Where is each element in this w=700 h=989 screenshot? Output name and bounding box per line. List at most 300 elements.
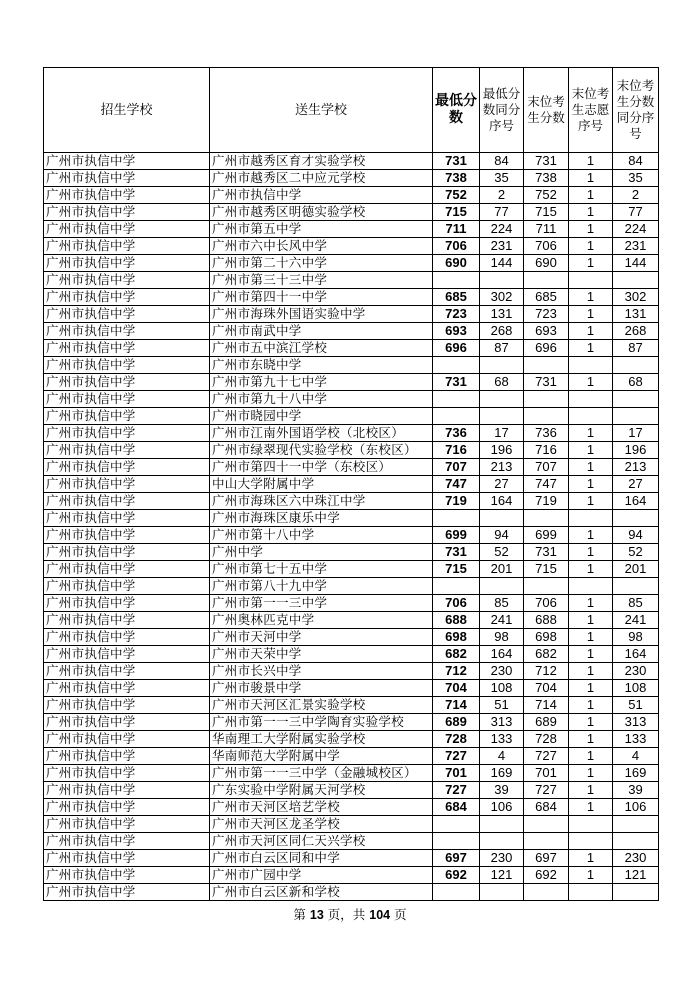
- cell-min-score: 701: [433, 765, 480, 782]
- cell-send-school: 广州市第二十六中学: [210, 255, 433, 272]
- cell-min-score: [433, 578, 480, 595]
- cell-min-score: 706: [433, 238, 480, 255]
- cell-last-rank: 213: [613, 459, 659, 476]
- cell-min-score: 727: [433, 748, 480, 765]
- cell-last-wish-order: [569, 391, 613, 408]
- cell-min-score: [433, 391, 480, 408]
- cell-recruit-school: 广州市执信中学: [44, 612, 210, 629]
- cell-recruit-school: 广州市执信中学: [44, 629, 210, 646]
- cell-min-score-rank: 98: [480, 629, 524, 646]
- cell-min-score: 697: [433, 850, 480, 867]
- cell-send-school: 广州中学: [210, 544, 433, 561]
- cell-recruit-school: 广州市执信中学: [44, 255, 210, 272]
- cell-last-score: 685: [524, 289, 569, 306]
- cell-last-wish-order: 1: [569, 442, 613, 459]
- cell-min-score-rank: [480, 578, 524, 595]
- cell-last-rank: 121: [613, 867, 659, 884]
- cell-last-wish-order: 1: [569, 255, 613, 272]
- cell-last-score: 706: [524, 595, 569, 612]
- cell-last-wish-order: [569, 578, 613, 595]
- cell-send-school: 广州市东晓中学: [210, 357, 433, 374]
- cell-send-school: 广州市海珠外国语实验中学: [210, 306, 433, 323]
- cell-min-score-rank: 224: [480, 221, 524, 238]
- cell-min-score-rank: 313: [480, 714, 524, 731]
- cell-last-wish-order: [569, 884, 613, 901]
- cell-last-rank: 241: [613, 612, 659, 629]
- cell-last-score: 689: [524, 714, 569, 731]
- cell-recruit-school: 广州市执信中学: [44, 425, 210, 442]
- cell-send-school: 华南师范大学附属中学: [210, 748, 433, 765]
- cell-min-score: 715: [433, 561, 480, 578]
- cell-min-score: 738: [433, 170, 480, 187]
- cell-min-score: [433, 357, 480, 374]
- cell-last-wish-order: [569, 833, 613, 850]
- cell-last-rank: [613, 884, 659, 901]
- cell-recruit-school: 广州市执信中学: [44, 476, 210, 493]
- cell-min-score-rank: 85: [480, 595, 524, 612]
- cell-min-score: 688: [433, 612, 480, 629]
- cell-last-wish-order: [569, 272, 613, 289]
- table-row: [44, 663, 659, 680]
- header-last-wish-order: 末位考生志愿序号: [569, 68, 613, 153]
- cell-send-school: 广州市海珠区六中珠江中学: [210, 493, 433, 510]
- cell-send-school: 广州市江南外国语学校（北校区）: [210, 425, 433, 442]
- cell-last-rank: 131: [613, 306, 659, 323]
- cell-last-rank: 268: [613, 323, 659, 340]
- cell-recruit-school: 广州市执信中学: [44, 187, 210, 204]
- table-row: [44, 272, 659, 289]
- cell-send-school: 广州市天河中学: [210, 629, 433, 646]
- table-row: [44, 782, 659, 799]
- cell-recruit-school: 广州市执信中学: [44, 153, 210, 170]
- cell-recruit-school: 广州市执信中学: [44, 816, 210, 833]
- cell-send-school: 广州市第九十八中学: [210, 391, 433, 408]
- cell-last-rank: 201: [613, 561, 659, 578]
- footer-total-pages: 104: [369, 908, 391, 922]
- table-row: [44, 527, 659, 544]
- cell-recruit-school: 广州市执信中学: [44, 510, 210, 527]
- table-row: [44, 714, 659, 731]
- cell-recruit-school: 广州市执信中学: [44, 238, 210, 255]
- cell-send-school: 广州市白云区新和学校: [210, 884, 433, 901]
- cell-min-score-rank: [480, 408, 524, 425]
- cell-last-rank: 84: [613, 153, 659, 170]
- cell-send-school: 广州市第一一三中学陶育实验学校: [210, 714, 433, 731]
- cell-last-rank: 2: [613, 187, 659, 204]
- cell-recruit-school: 广州市执信中学: [44, 357, 210, 374]
- table-row: [44, 629, 659, 646]
- cell-send-school: 广州市第四十一中学: [210, 289, 433, 306]
- cell-min-score: 706: [433, 595, 480, 612]
- cell-last-rank: 224: [613, 221, 659, 238]
- cell-recruit-school: 广州市执信中学: [44, 714, 210, 731]
- cell-last-score: 727: [524, 748, 569, 765]
- table-row: [44, 697, 659, 714]
- cell-recruit-school: 广州市执信中学: [44, 289, 210, 306]
- cell-min-score: 728: [433, 731, 480, 748]
- cell-last-score: 711: [524, 221, 569, 238]
- cell-last-rank: 35: [613, 170, 659, 187]
- cell-min-score: [433, 833, 480, 850]
- cell-min-score: 696: [433, 340, 480, 357]
- table-row: [44, 748, 659, 765]
- table-row: [44, 765, 659, 782]
- cell-last-rank: [613, 391, 659, 408]
- cell-last-wish-order: 1: [569, 629, 613, 646]
- cell-last-score: 706: [524, 238, 569, 255]
- cell-recruit-school: 广州市执信中学: [44, 646, 210, 663]
- table-row: [44, 595, 659, 612]
- cell-recruit-school: 广州市执信中学: [44, 493, 210, 510]
- cell-last-score: [524, 272, 569, 289]
- cell-send-school: 广州市天河区同仁天兴学校: [210, 833, 433, 850]
- cell-last-rank: 231: [613, 238, 659, 255]
- cell-send-school: 广州市第四十一中学（东校区）: [210, 459, 433, 476]
- cell-last-rank: [613, 833, 659, 850]
- table-row: [44, 170, 659, 187]
- cell-last-rank: 133: [613, 731, 659, 748]
- cell-last-score: 697: [524, 850, 569, 867]
- cell-last-score: 715: [524, 561, 569, 578]
- cell-last-score: 704: [524, 680, 569, 697]
- table-row: [44, 306, 659, 323]
- cell-min-score-rank: [480, 391, 524, 408]
- cell-last-wish-order: [569, 510, 613, 527]
- cell-last-score: 731: [524, 374, 569, 391]
- table-row: [44, 833, 659, 850]
- cell-last-score: [524, 578, 569, 595]
- cell-last-rank: 94: [613, 527, 659, 544]
- cell-send-school: 广州市越秀区育才实验学校: [210, 153, 433, 170]
- cell-last-score: 738: [524, 170, 569, 187]
- cell-last-score: [524, 816, 569, 833]
- table-row: [44, 612, 659, 629]
- cell-last-rank: 169: [613, 765, 659, 782]
- cell-min-score: 736: [433, 425, 480, 442]
- cell-send-school: 广州市越秀区二中应元学校: [210, 170, 433, 187]
- cell-min-score-rank: 121: [480, 867, 524, 884]
- cell-send-school: 广州市第七十五中学: [210, 561, 433, 578]
- cell-send-school: 广州市越秀区明德实验学校: [210, 204, 433, 221]
- cell-last-score: [524, 833, 569, 850]
- cell-recruit-school: 广州市执信中学: [44, 170, 210, 187]
- cell-recruit-school: 广州市执信中学: [44, 306, 210, 323]
- cell-last-score: 696: [524, 340, 569, 357]
- cell-last-wish-order: 1: [569, 680, 613, 697]
- table-row: [44, 731, 659, 748]
- cell-min-score-rank: 164: [480, 646, 524, 663]
- cell-last-rank: 313: [613, 714, 659, 731]
- cell-send-school: 广州市第八十九中学: [210, 578, 433, 595]
- cell-recruit-school: 广州市执信中学: [44, 527, 210, 544]
- cell-min-score: [433, 408, 480, 425]
- table-row: [44, 510, 659, 527]
- cell-last-rank: 106: [613, 799, 659, 816]
- cell-last-rank: 164: [613, 646, 659, 663]
- cell-min-score-rank: [480, 884, 524, 901]
- cell-min-score-rank: [480, 357, 524, 374]
- cell-recruit-school: 广州市执信中学: [44, 391, 210, 408]
- cell-send-school: 广州市第十八中学: [210, 527, 433, 544]
- cell-min-score-rank: 131: [480, 306, 524, 323]
- cell-last-wish-order: 1: [569, 187, 613, 204]
- cell-min-score-rank: 108: [480, 680, 524, 697]
- cell-min-score: 723: [433, 306, 480, 323]
- table-row: [44, 646, 659, 663]
- cell-send-school: 广州市白云区同和中学: [210, 850, 433, 867]
- cell-min-score: [433, 816, 480, 833]
- cell-recruit-school: 广州市执信中学: [44, 374, 210, 391]
- cell-last-wish-order: 1: [569, 765, 613, 782]
- cell-last-rank: [613, 816, 659, 833]
- cell-last-score: 716: [524, 442, 569, 459]
- table-row: [44, 425, 659, 442]
- cell-min-score-rank: 231: [480, 238, 524, 255]
- cell-min-score: 747: [433, 476, 480, 493]
- cell-last-wish-order: 1: [569, 663, 613, 680]
- cell-recruit-school: 广州市执信中学: [44, 697, 210, 714]
- cell-last-wish-order: 1: [569, 697, 613, 714]
- cell-last-wish-order: 1: [569, 612, 613, 629]
- cell-last-score: 715: [524, 204, 569, 221]
- cell-min-score-rank: 77: [480, 204, 524, 221]
- cell-last-wish-order: 1: [569, 340, 613, 357]
- table-row: [44, 204, 659, 221]
- cell-min-score: 698: [433, 629, 480, 646]
- cell-recruit-school: 广州市执信中学: [44, 663, 210, 680]
- cell-last-score: 728: [524, 731, 569, 748]
- table-row: [44, 374, 659, 391]
- cell-last-rank: 27: [613, 476, 659, 493]
- cell-last-wish-order: 1: [569, 306, 613, 323]
- cell-last-score: 727: [524, 782, 569, 799]
- table-row: [44, 476, 659, 493]
- cell-min-score: 727: [433, 782, 480, 799]
- header-min-score-rank: 最低分数同分序号: [480, 68, 524, 153]
- header-recruit-school: 招生学校: [44, 68, 210, 153]
- cell-last-score: 698: [524, 629, 569, 646]
- cell-last-score: 682: [524, 646, 569, 663]
- cell-send-school: 广州市绿翠现代实验学校（东校区）: [210, 442, 433, 459]
- cell-last-score: [524, 884, 569, 901]
- cell-send-school: 广州市天河区培艺学校: [210, 799, 433, 816]
- cell-send-school: 广州市第五中学: [210, 221, 433, 238]
- cell-last-rank: 230: [613, 663, 659, 680]
- cell-last-wish-order: 1: [569, 748, 613, 765]
- cell-min-score-rank: 230: [480, 850, 524, 867]
- cell-last-score: 707: [524, 459, 569, 476]
- cell-recruit-school: 广州市执信中学: [44, 884, 210, 901]
- table-row: [44, 323, 659, 340]
- cell-min-score: 685: [433, 289, 480, 306]
- cell-last-rank: 108: [613, 680, 659, 697]
- table-row: [44, 221, 659, 238]
- cell-last-rank: 17: [613, 425, 659, 442]
- table-row: [44, 799, 659, 816]
- cell-recruit-school: 广州市执信中学: [44, 204, 210, 221]
- table-row: [44, 357, 659, 374]
- header-last-rank: 末位考生分数同分序号: [613, 68, 659, 153]
- cell-last-wish-order: 1: [569, 731, 613, 748]
- cell-last-score: [524, 408, 569, 425]
- cell-recruit-school: 广州市执信中学: [44, 459, 210, 476]
- admission-table: [43, 67, 659, 901]
- cell-last-score: 688: [524, 612, 569, 629]
- cell-send-school: 广州市骏景中学: [210, 680, 433, 697]
- cell-last-score: 712: [524, 663, 569, 680]
- table-row: [44, 816, 659, 833]
- cell-last-rank: 302: [613, 289, 659, 306]
- cell-min-score: 690: [433, 255, 480, 272]
- cell-min-score-rank: 84: [480, 153, 524, 170]
- cell-send-school: 华南理工大学附属实验学校: [210, 731, 433, 748]
- cell-recruit-school: 广州市执信中学: [44, 850, 210, 867]
- footer-suffix: 页: [394, 907, 407, 922]
- table-row: [44, 493, 659, 510]
- cell-last-score: 736: [524, 425, 569, 442]
- cell-last-rank: [613, 357, 659, 374]
- cell-last-score: [524, 391, 569, 408]
- cell-last-score: [524, 357, 569, 374]
- cell-last-score: 692: [524, 867, 569, 884]
- table-row: [44, 850, 659, 867]
- cell-last-score: 723: [524, 306, 569, 323]
- footer-page-number: 13: [309, 908, 324, 922]
- cell-min-score: 692: [433, 867, 480, 884]
- cell-send-school: 广州市第一一三中学: [210, 595, 433, 612]
- cell-last-rank: [613, 272, 659, 289]
- cell-last-rank: 98: [613, 629, 659, 646]
- header-min-score: 最低分数: [433, 68, 480, 153]
- table-header-row: [44, 68, 659, 153]
- cell-last-rank: [613, 408, 659, 425]
- cell-min-score: 752: [433, 187, 480, 204]
- cell-last-wish-order: 1: [569, 646, 613, 663]
- cell-recruit-school: 广州市执信中学: [44, 799, 210, 816]
- cell-last-wish-order: 1: [569, 153, 613, 170]
- table-body: [44, 153, 659, 901]
- table-row: [44, 408, 659, 425]
- cell-recruit-school: 广州市执信中学: [44, 408, 210, 425]
- cell-recruit-school: 广州市执信中学: [44, 731, 210, 748]
- cell-last-wish-order: 1: [569, 204, 613, 221]
- cell-last-wish-order: 1: [569, 867, 613, 884]
- cell-last-rank: 85: [613, 595, 659, 612]
- cell-last-score: 714: [524, 697, 569, 714]
- cell-send-school: 广州市长兴中学: [210, 663, 433, 680]
- cell-last-wish-order: 1: [569, 476, 613, 493]
- cell-send-school: 广州市天河区汇景实验学校: [210, 697, 433, 714]
- cell-min-score: 704: [433, 680, 480, 697]
- cell-send-school: 广州奥林匹克中学: [210, 612, 433, 629]
- cell-recruit-school: 广州市执信中学: [44, 867, 210, 884]
- cell-recruit-school: 广州市执信中学: [44, 272, 210, 289]
- cell-min-score-rank: 87: [480, 340, 524, 357]
- table-row: [44, 238, 659, 255]
- cell-recruit-school: 广州市执信中学: [44, 748, 210, 765]
- cell-min-score-rank: 106: [480, 799, 524, 816]
- cell-min-score-rank: 201: [480, 561, 524, 578]
- cell-last-wish-order: 1: [569, 595, 613, 612]
- cell-min-score-rank: [480, 510, 524, 527]
- cell-recruit-school: 广州市执信中学: [44, 544, 210, 561]
- cell-min-score: 711: [433, 221, 480, 238]
- cell-min-score-rank: 241: [480, 612, 524, 629]
- cell-recruit-school: 广州市执信中学: [44, 323, 210, 340]
- cell-last-rank: 230: [613, 850, 659, 867]
- cell-min-score-rank: 196: [480, 442, 524, 459]
- cell-last-rank: 52: [613, 544, 659, 561]
- cell-min-score: [433, 272, 480, 289]
- cell-last-score: 719: [524, 493, 569, 510]
- cell-recruit-school: 广州市执信中学: [44, 595, 210, 612]
- table-row: [44, 459, 659, 476]
- table-row: [44, 884, 659, 901]
- cell-last-score: 690: [524, 255, 569, 272]
- cell-last-wish-order: [569, 816, 613, 833]
- cell-last-rank: [613, 510, 659, 527]
- cell-min-score-rank: 94: [480, 527, 524, 544]
- footer-middle: 页，共: [327, 907, 366, 922]
- cell-min-score: 693: [433, 323, 480, 340]
- table-row: [44, 561, 659, 578]
- cell-last-rank: 164: [613, 493, 659, 510]
- cell-min-score: 731: [433, 153, 480, 170]
- cell-last-score: 693: [524, 323, 569, 340]
- cell-send-school: 广州市第三十三中学: [210, 272, 433, 289]
- table-row: [44, 340, 659, 357]
- cell-last-rank: 196: [613, 442, 659, 459]
- cell-min-score: 707: [433, 459, 480, 476]
- cell-send-school: 广州市天河区龙圣学校: [210, 816, 433, 833]
- table-row: [44, 680, 659, 697]
- cell-last-rank: [613, 578, 659, 595]
- cell-last-score: [524, 510, 569, 527]
- cell-send-school: 广东实验中学附属天河学校: [210, 782, 433, 799]
- cell-min-score-rank: 169: [480, 765, 524, 782]
- cell-min-score: [433, 510, 480, 527]
- cell-send-school: 广州市六中长风中学: [210, 238, 433, 255]
- cell-min-score: 699: [433, 527, 480, 544]
- cell-send-school: 广州市晓园中学: [210, 408, 433, 425]
- cell-last-score: 731: [524, 153, 569, 170]
- cell-last-wish-order: [569, 408, 613, 425]
- cell-last-wish-order: 1: [569, 850, 613, 867]
- cell-min-score-rank: [480, 272, 524, 289]
- table-row: [44, 391, 659, 408]
- cell-min-score: 731: [433, 374, 480, 391]
- cell-last-score: 752: [524, 187, 569, 204]
- cell-last-rank: 4: [613, 748, 659, 765]
- cell-recruit-school: 广州市执信中学: [44, 442, 210, 459]
- cell-last-wish-order: 1: [569, 799, 613, 816]
- cell-min-score-rank: 27: [480, 476, 524, 493]
- cell-min-score: 716: [433, 442, 480, 459]
- cell-recruit-school: 广州市执信中学: [44, 340, 210, 357]
- cell-min-score: 712: [433, 663, 480, 680]
- cell-min-score: [433, 884, 480, 901]
- table-row: [44, 442, 659, 459]
- cell-min-score-rank: 164: [480, 493, 524, 510]
- cell-recruit-school: 广州市执信中学: [44, 765, 210, 782]
- cell-recruit-school: 广州市执信中学: [44, 561, 210, 578]
- cell-last-wish-order: 1: [569, 170, 613, 187]
- cell-min-score-rank: 68: [480, 374, 524, 391]
- footer-prefix: 第: [293, 907, 306, 922]
- cell-last-score: 747: [524, 476, 569, 493]
- cell-min-score: 714: [433, 697, 480, 714]
- cell-min-score-rank: 17: [480, 425, 524, 442]
